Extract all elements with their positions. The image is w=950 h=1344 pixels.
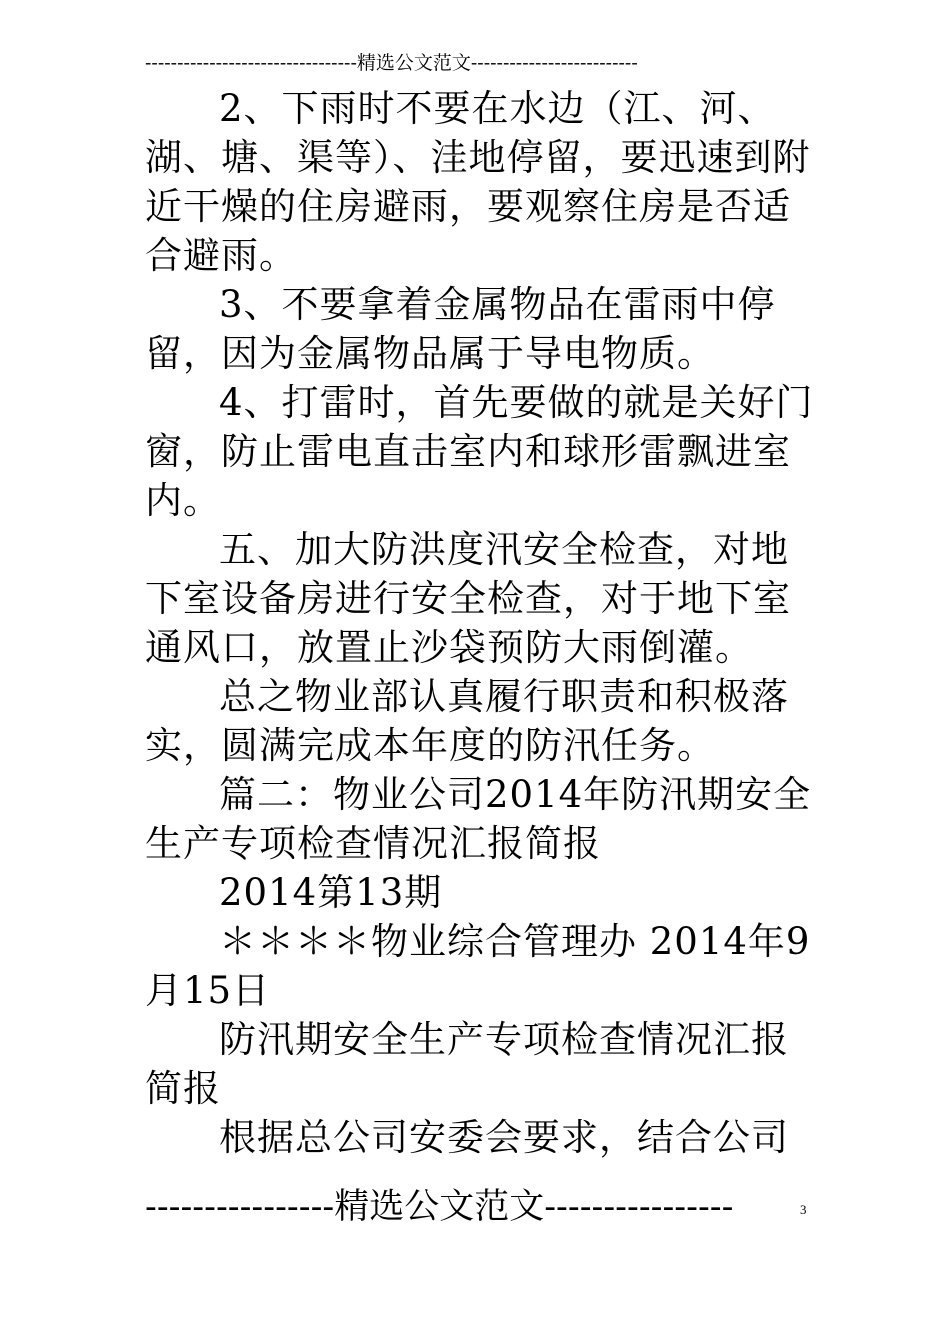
section-heading-part-two: 篇二：物业公司2014年防汛期安全生产专项检查情况汇报简报: [145, 773, 812, 865]
issuer-date-line: ＊＊＊＊物业综合管理办 2014年9月15日: [145, 920, 811, 1012]
report-title: 防汛期安全生产专项检查情况汇报简报: [145, 1018, 789, 1110]
page-header: ---------------------------------精选公文范文--------------------------: [145, 52, 638, 74]
paragraph-close-windows: 4、打雷时，首先要做的就是关好门窗，防止雷电直击室内和球形雷飘进室内。: [145, 381, 814, 522]
page-footer: ----------------精选公文范文----------------: [145, 1187, 734, 1227]
paragraph-metal-objects: 3、不要拿着金属物品在雷雨中停留，因为金属物品属于导电物质。: [145, 283, 776, 375]
paragraph-summary: 总之物业部认真履行职责和积极落实，圆满完成本年度的防汛任务。: [145, 675, 789, 767]
paragraph-report-intro: 根据总公司安委会要求，结合公司: [219, 1116, 789, 1159]
paragraph-flood-inspection: 五、加大防洪度汛安全检查，对地下室设备房进行安全检查，对于地下室通风口，放置止沙袋预防大雨倒灌。: [145, 528, 791, 669]
paragraph-rain-water-safety: 2、下雨时不要在水边（江、河、湖、塘、渠等）、洼地停留，要迅速到附近干燥的住房避雨，要观察住房是否适合避雨。: [145, 87, 811, 277]
document-body: [145, 84, 825, 1162]
issue-number: 2014第13期: [219, 871, 443, 914]
page-number: 3: [800, 1202, 807, 1217]
